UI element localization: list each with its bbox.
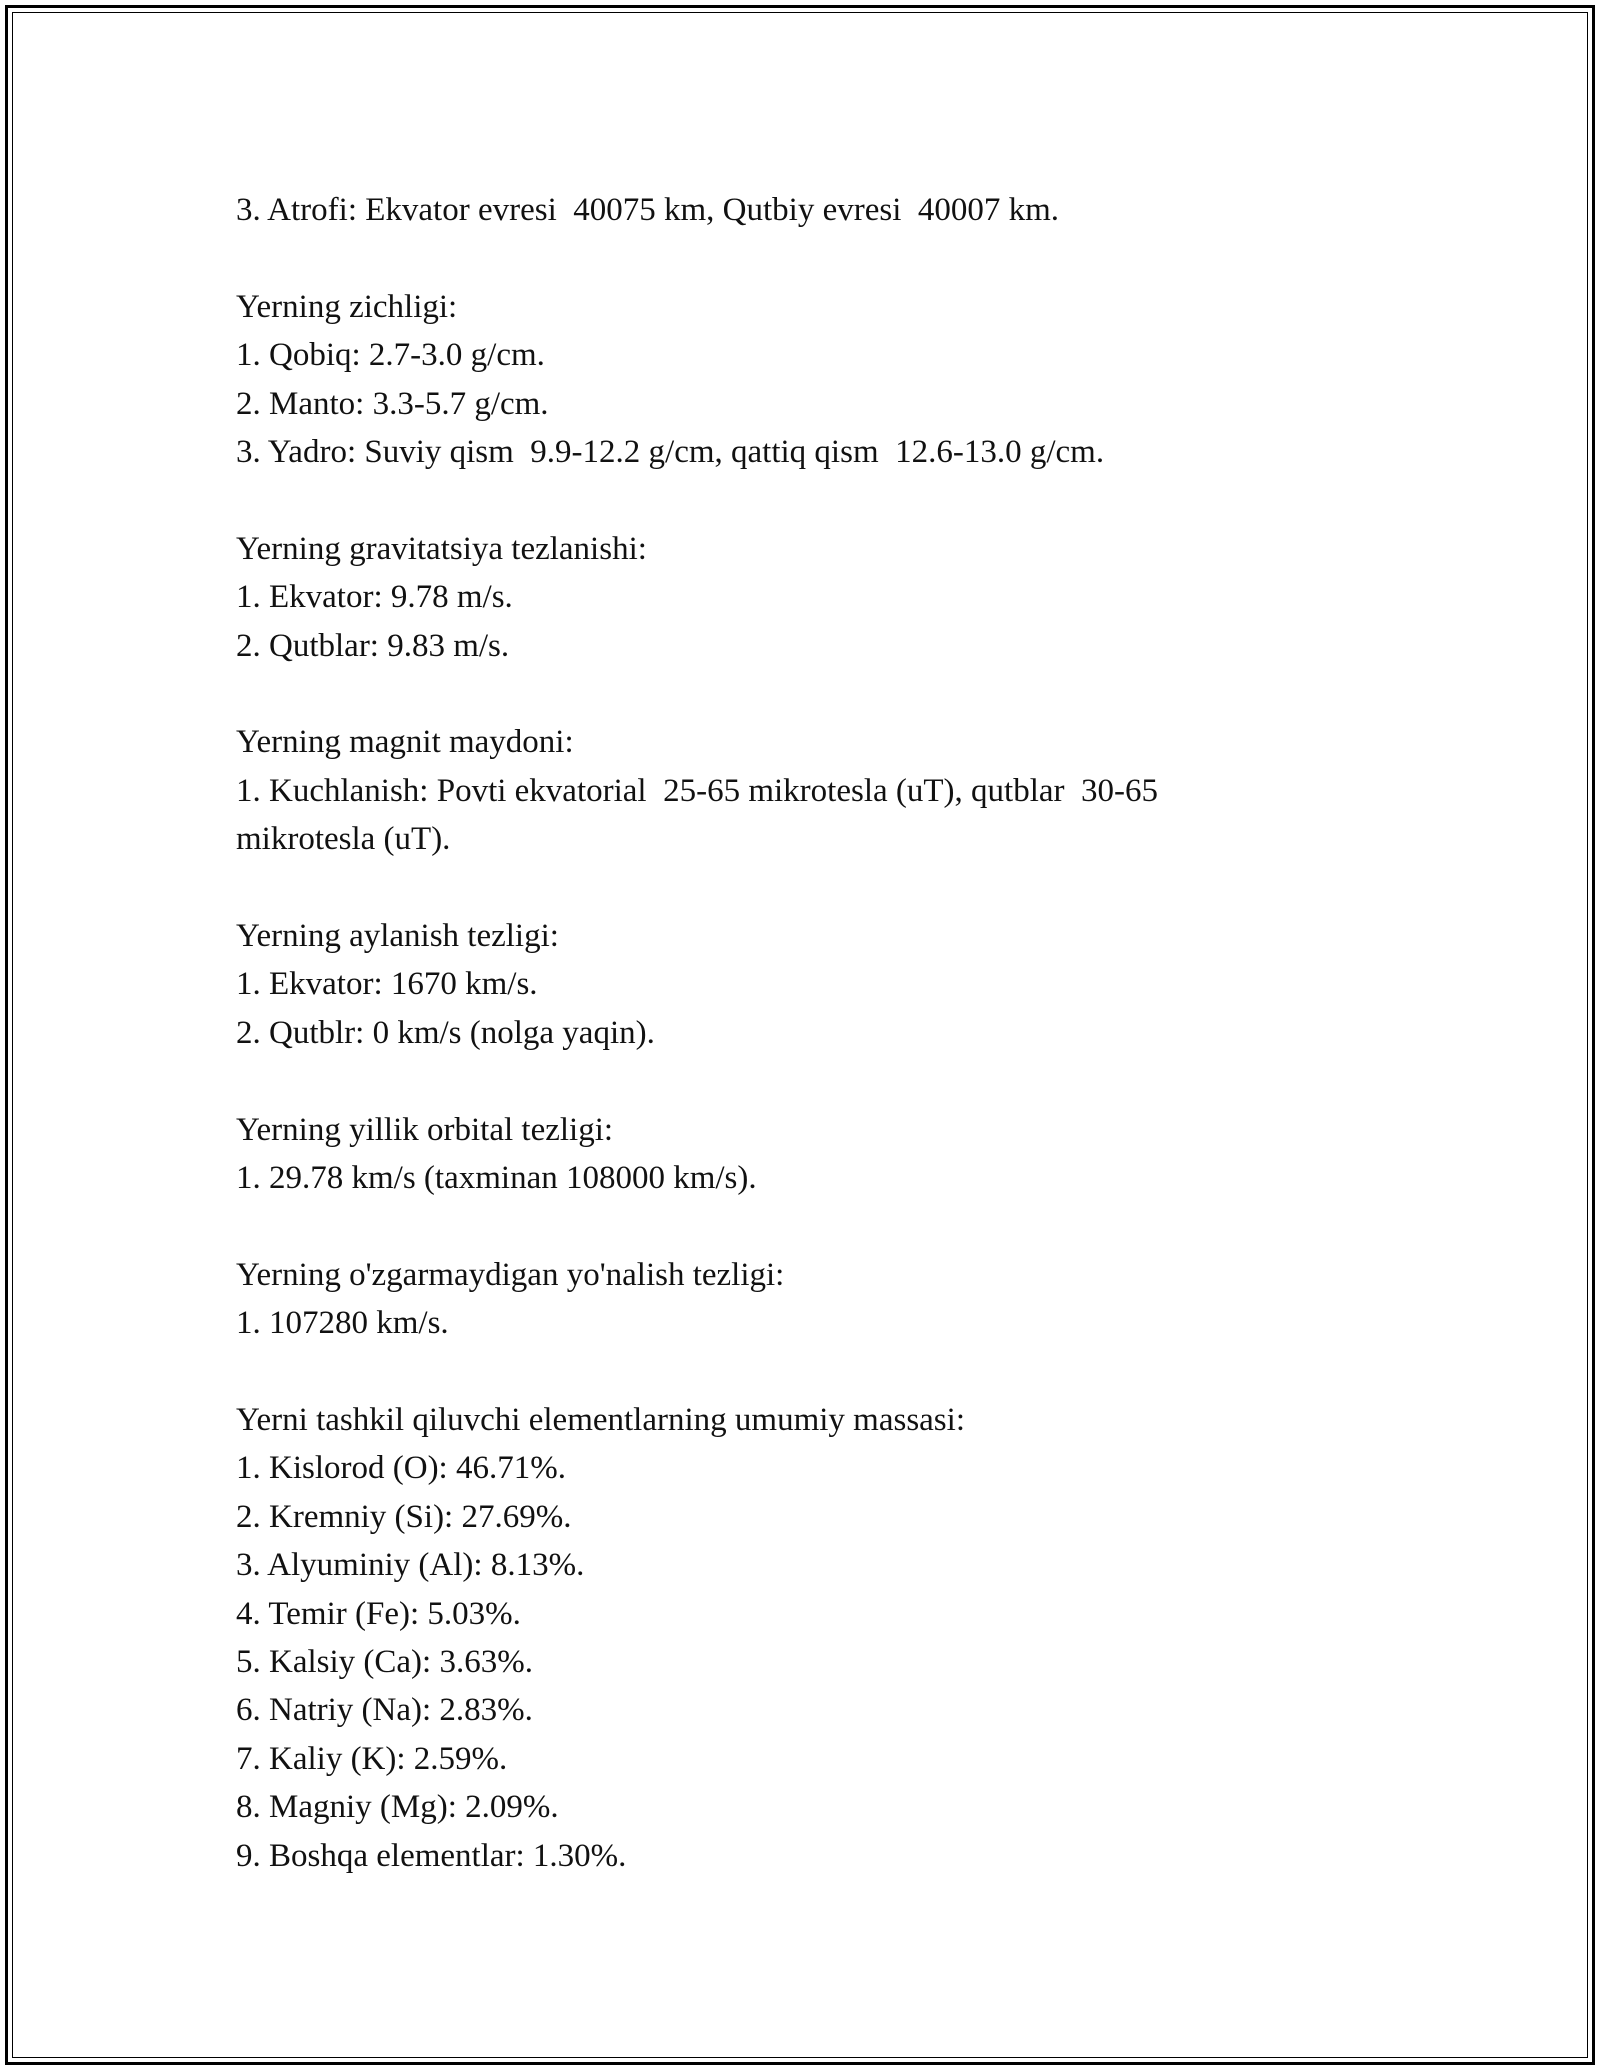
direction-heading: Yerning o'zgarmaydigan yo'nalish tezligi: [236, 1256, 785, 1293]
magnetic-strength-cont: mikrotesla (uT). [236, 821, 451, 858]
element-item: 9. Boshqa elementlar: 1.30%. [236, 1837, 627, 1874]
elements-heading: Yerni tashkil qiluvchi elementlarning umumiy massasi: [236, 1402, 965, 1439]
density-core: 3. Yadro: Suviy qism 9.9-12.2 g/cm, qattiq qism 12.6-13.0 g/cm. [236, 434, 1105, 471]
paragraph-gap [236, 1057, 1386, 1105]
circumference-line: 3. Atrofi: Ekvator evresi 40075 km, Qutbiy evresi 40007 km. [236, 192, 1060, 228]
element-item: 8. Magniy (Mg): 2.09%. [236, 1789, 559, 1826]
magnetic-strength: 1. Kuchlanish: Povti ekvatorial 25-65 mikrotesla (uT), qutblar 30-65 [236, 772, 1158, 809]
document-body [236, 186, 1386, 1880]
paragraph-gap [236, 234, 1386, 282]
paragraph-gap [236, 1202, 1386, 1250]
paragraph-gap [236, 670, 1386, 718]
direction-speed: 1. 107280 km/s. [236, 1305, 449, 1342]
element-item: 2. Kremniy (Si): 27.69%. [236, 1498, 572, 1535]
element-item: 7. Kaliy (K): 2.59%. [236, 1740, 508, 1777]
density-heading: Yerning zichligi: [236, 288, 458, 325]
element-item: 5. Kalsiy (Ca): 3.63%. [236, 1644, 533, 1681]
element-item: 6. Natriy (Na): 2.83%. [236, 1692, 533, 1729]
rotation-equator: 1. Ekvator: 1670 km/s. [236, 966, 538, 1003]
orbital-heading: Yerning yillik orbital tezligi: [236, 1111, 614, 1148]
gravity-equator: 1. Ekvator: 9.78 m/s. [236, 579, 513, 616]
element-item: 1. Kislorod (O): 46.71%. [236, 1450, 566, 1487]
rotation-heading: Yerning aylanish tezligi: [236, 918, 559, 955]
gravity-heading: Yerning gravitatsiya tezlanishi: [236, 530, 647, 567]
orbital-speed: 1. 29.78 km/s (taxminan 108000 km/s). [236, 1160, 757, 1197]
element-item: 3. Alyuminiy (Al): 8.13%. [236, 1547, 585, 1584]
element-item: 4. Temir (Fe): 5.03%. [236, 1595, 521, 1632]
density-mantle: 2. Manto: 3.3-5.7 g/cm. [236, 385, 549, 422]
magnetic-heading: Yerning magnit maydoni: [236, 724, 574, 761]
paragraph-gap [236, 476, 1386, 524]
paragraph-gap [236, 1348, 1386, 1396]
density-crust: 1. Qobiq: 2.7-3.0 g/cm. [236, 337, 545, 374]
gravity-poles: 2. Qutblar: 9.83 m/s. [236, 627, 510, 664]
rotation-poles: 2. Qutblr: 0 km/s (nolga yaqin). [236, 1014, 655, 1051]
paragraph-gap [236, 864, 1386, 912]
